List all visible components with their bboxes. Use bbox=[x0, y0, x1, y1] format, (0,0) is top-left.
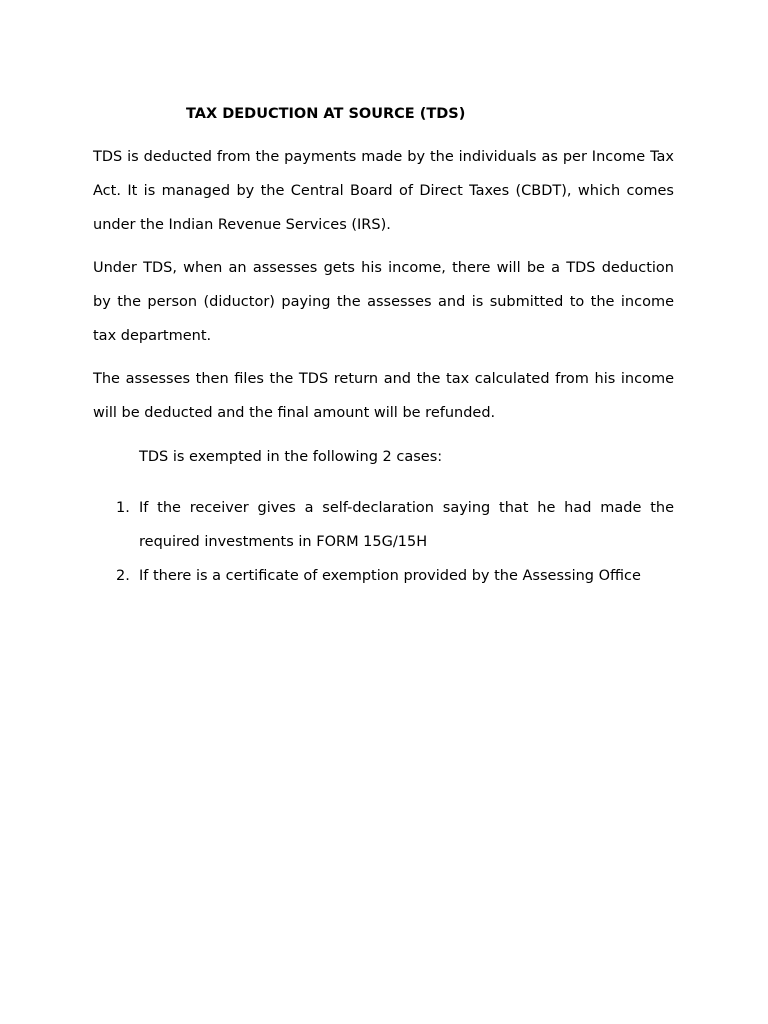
list-item-number: 2. bbox=[116, 568, 130, 584]
paragraph-tds-definition: TDS is deducted from the payments made by the individuals as per Income Tax Act. It is managed by the Central Board of Direct Taxes (CBDT), which comes under the Indian Revenue Services (IRS). bbox=[93, 149, 674, 233]
exemption-intro: TDS is exempted in the following 2 cases: bbox=[139, 449, 443, 465]
paragraph-tds-return: The assesses then files the TDS return and the tax calculated from his income will be deducted and the final amount will be refunded. bbox=[93, 371, 674, 421]
list-item-text: If there is a certificate of exemption provided by the Assessing Office bbox=[139, 568, 641, 584]
list-item-text: If the receiver gives a self-declaration saying that he had made the required investments in FORM 15G/15H bbox=[139, 500, 674, 550]
list-item-number: 1. bbox=[116, 500, 130, 516]
paragraph-tds-deduction: Under TDS, when an assesses gets his income, there will be a TDS deduction by the person (diductor) paying the assesses and is submitted to the income tax department. bbox=[93, 260, 674, 344]
document-title: TAX DEDUCTION AT SOURCE (TDS) bbox=[186, 106, 466, 122]
exemption-case-list bbox=[93, 491, 674, 593]
list-item bbox=[93, 491, 674, 559]
list-item bbox=[93, 559, 674, 593]
